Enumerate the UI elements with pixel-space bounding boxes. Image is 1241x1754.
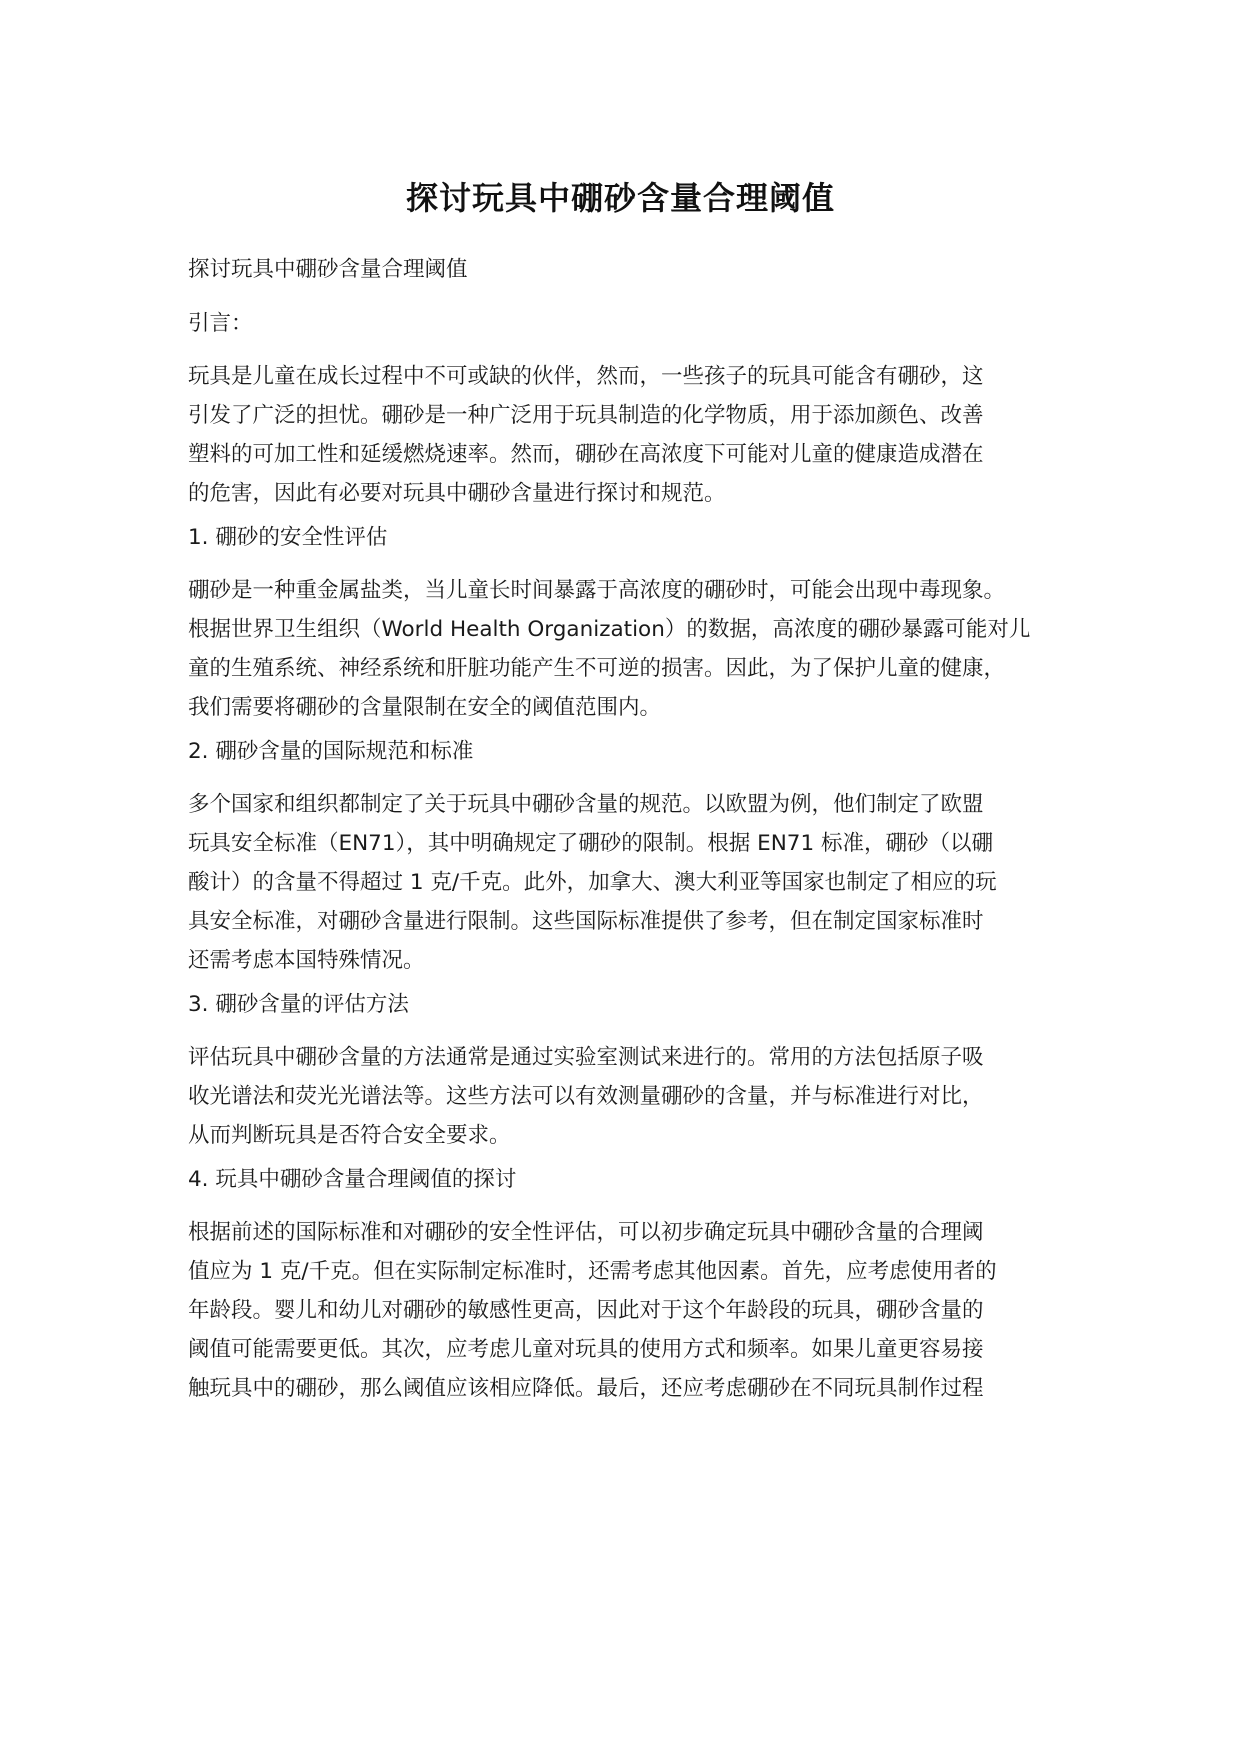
section-2-heading — [188, 732, 1068, 771]
intro-label-text: 引言： — [188, 311, 253, 336]
document-subtitle — [188, 250, 1068, 289]
section-heading-text: 3. 硼砂含量的评估方法 — [188, 992, 409, 1017]
section-heading-text: 2. 硼砂含量的国际规范和标准 — [188, 739, 474, 764]
paragraph-line: 根据前述的国际标准和对硼砂的安全性评估，可以初步确定玩具中硼砂含量的合理阈 — [188, 1220, 984, 1245]
paragraph-line: 硼砂是一种重金属盐类，当儿童长时间暴露于高浓度的硼砂时，可能会出现中毒现象。 — [188, 578, 1006, 603]
intro-label — [188, 304, 1068, 343]
paragraph-line: 年龄段。婴儿和幼儿对硼砂的敏感性更高，因此对于这个年龄段的玩具，硼砂含量的 — [188, 1298, 984, 1323]
paragraph-line: 多个国家和组织都制定了关于玩具中硼砂含量的规范。以欧盟为例，他们制定了欧盟 — [188, 792, 984, 817]
paragraph-line: 引发了广泛的担忧。硼砂是一种广泛用于玩具制造的化学物质，用于添加颜色、改善 — [188, 403, 984, 428]
section-4-heading — [188, 1160, 1068, 1199]
paragraph-line: 阈值可能需要更低。其次，应考虑儿童对玩具的使用方式和频率。如果儿童更容易接 — [188, 1337, 984, 1362]
paragraph-line: 我们需要将硼砂的含量限制在安全的阈值范围内。 — [188, 695, 662, 720]
section-4-paragraph — [188, 1213, 1068, 1408]
paragraph-line: 根据世界卫生组织（World Health Organization）的数据，高浓度的硼砂暴露可能对儿 — [188, 617, 1031, 642]
section-heading-text: 4. 玩具中硼砂含量合理阈值的探讨 — [188, 1167, 517, 1192]
paragraph-line: 具安全标准，对硼砂含量进行限制。这些国际标准提供了参考，但在制定国家标准时 — [188, 909, 984, 934]
section-3-heading — [188, 985, 1068, 1024]
section-1-paragraph — [188, 571, 1068, 727]
paragraph-line: 值应为 1 克/千克。但在实际制定标准时，还需考虑其他因素。首先，应考虑使用者的 — [188, 1259, 997, 1284]
document-title: 探讨玩具中硼砂含量合理阈值 — [405, 179, 835, 217]
section-1-heading — [188, 518, 1068, 557]
paragraph-line: 酸计）的含量不得超过 1 克/千克。此外，加拿大、澳大利亚等国家也制定了相应的玩 — [188, 870, 997, 895]
paragraph-line: 收光谱法和荧光光谱法等。这些方法可以有效测量硼砂的含量，并与标准进行对比， — [188, 1084, 984, 1109]
paragraph-line: 还需考虑本国特殊情况。 — [188, 948, 425, 973]
intro-paragraph — [188, 357, 1068, 513]
section-2-paragraph — [188, 785, 1068, 980]
paragraph-line: 童的生殖系统、神经系统和肝脏功能产生不可逆的损害。因此，为了保护儿童的健康， — [188, 656, 1006, 681]
paragraph-line: 触玩具中的硼砂，那么阈值应该相应降低。最后，还应考虑硼砂在不同玩具制作过程 — [188, 1376, 984, 1401]
section-heading-text: 1. 硼砂的安全性评估 — [188, 525, 388, 550]
paragraph-line: 评估玩具中硼砂含量的方法通常是通过实验室测试来进行的。常用的方法包括原子吸 — [188, 1045, 984, 1070]
paragraph-line: 从而判断玩具是否符合安全要求。 — [188, 1123, 511, 1148]
subtitle-text: 探讨玩具中硼砂含量合理阈值 — [188, 257, 468, 282]
section-3-paragraph — [188, 1038, 1068, 1155]
paragraph-line: 玩具安全标准（EN71），其中明确规定了硼砂的限制。根据 EN71 标准，硼砂（以硼 — [188, 831, 993, 856]
paragraph-line: 玩具是儿童在成长过程中不可或缺的伙伴，然而，一些孩子的玩具可能含有硼砂，这 — [188, 364, 984, 389]
paragraph-line: 塑料的可加工性和延缓燃烧速率。然而，硼砂在高浓度下可能对儿童的健康造成潜在 — [188, 442, 984, 467]
paragraph-line: 的危害，因此有必要对玩具中硼砂含量进行探讨和规范。 — [188, 481, 726, 506]
